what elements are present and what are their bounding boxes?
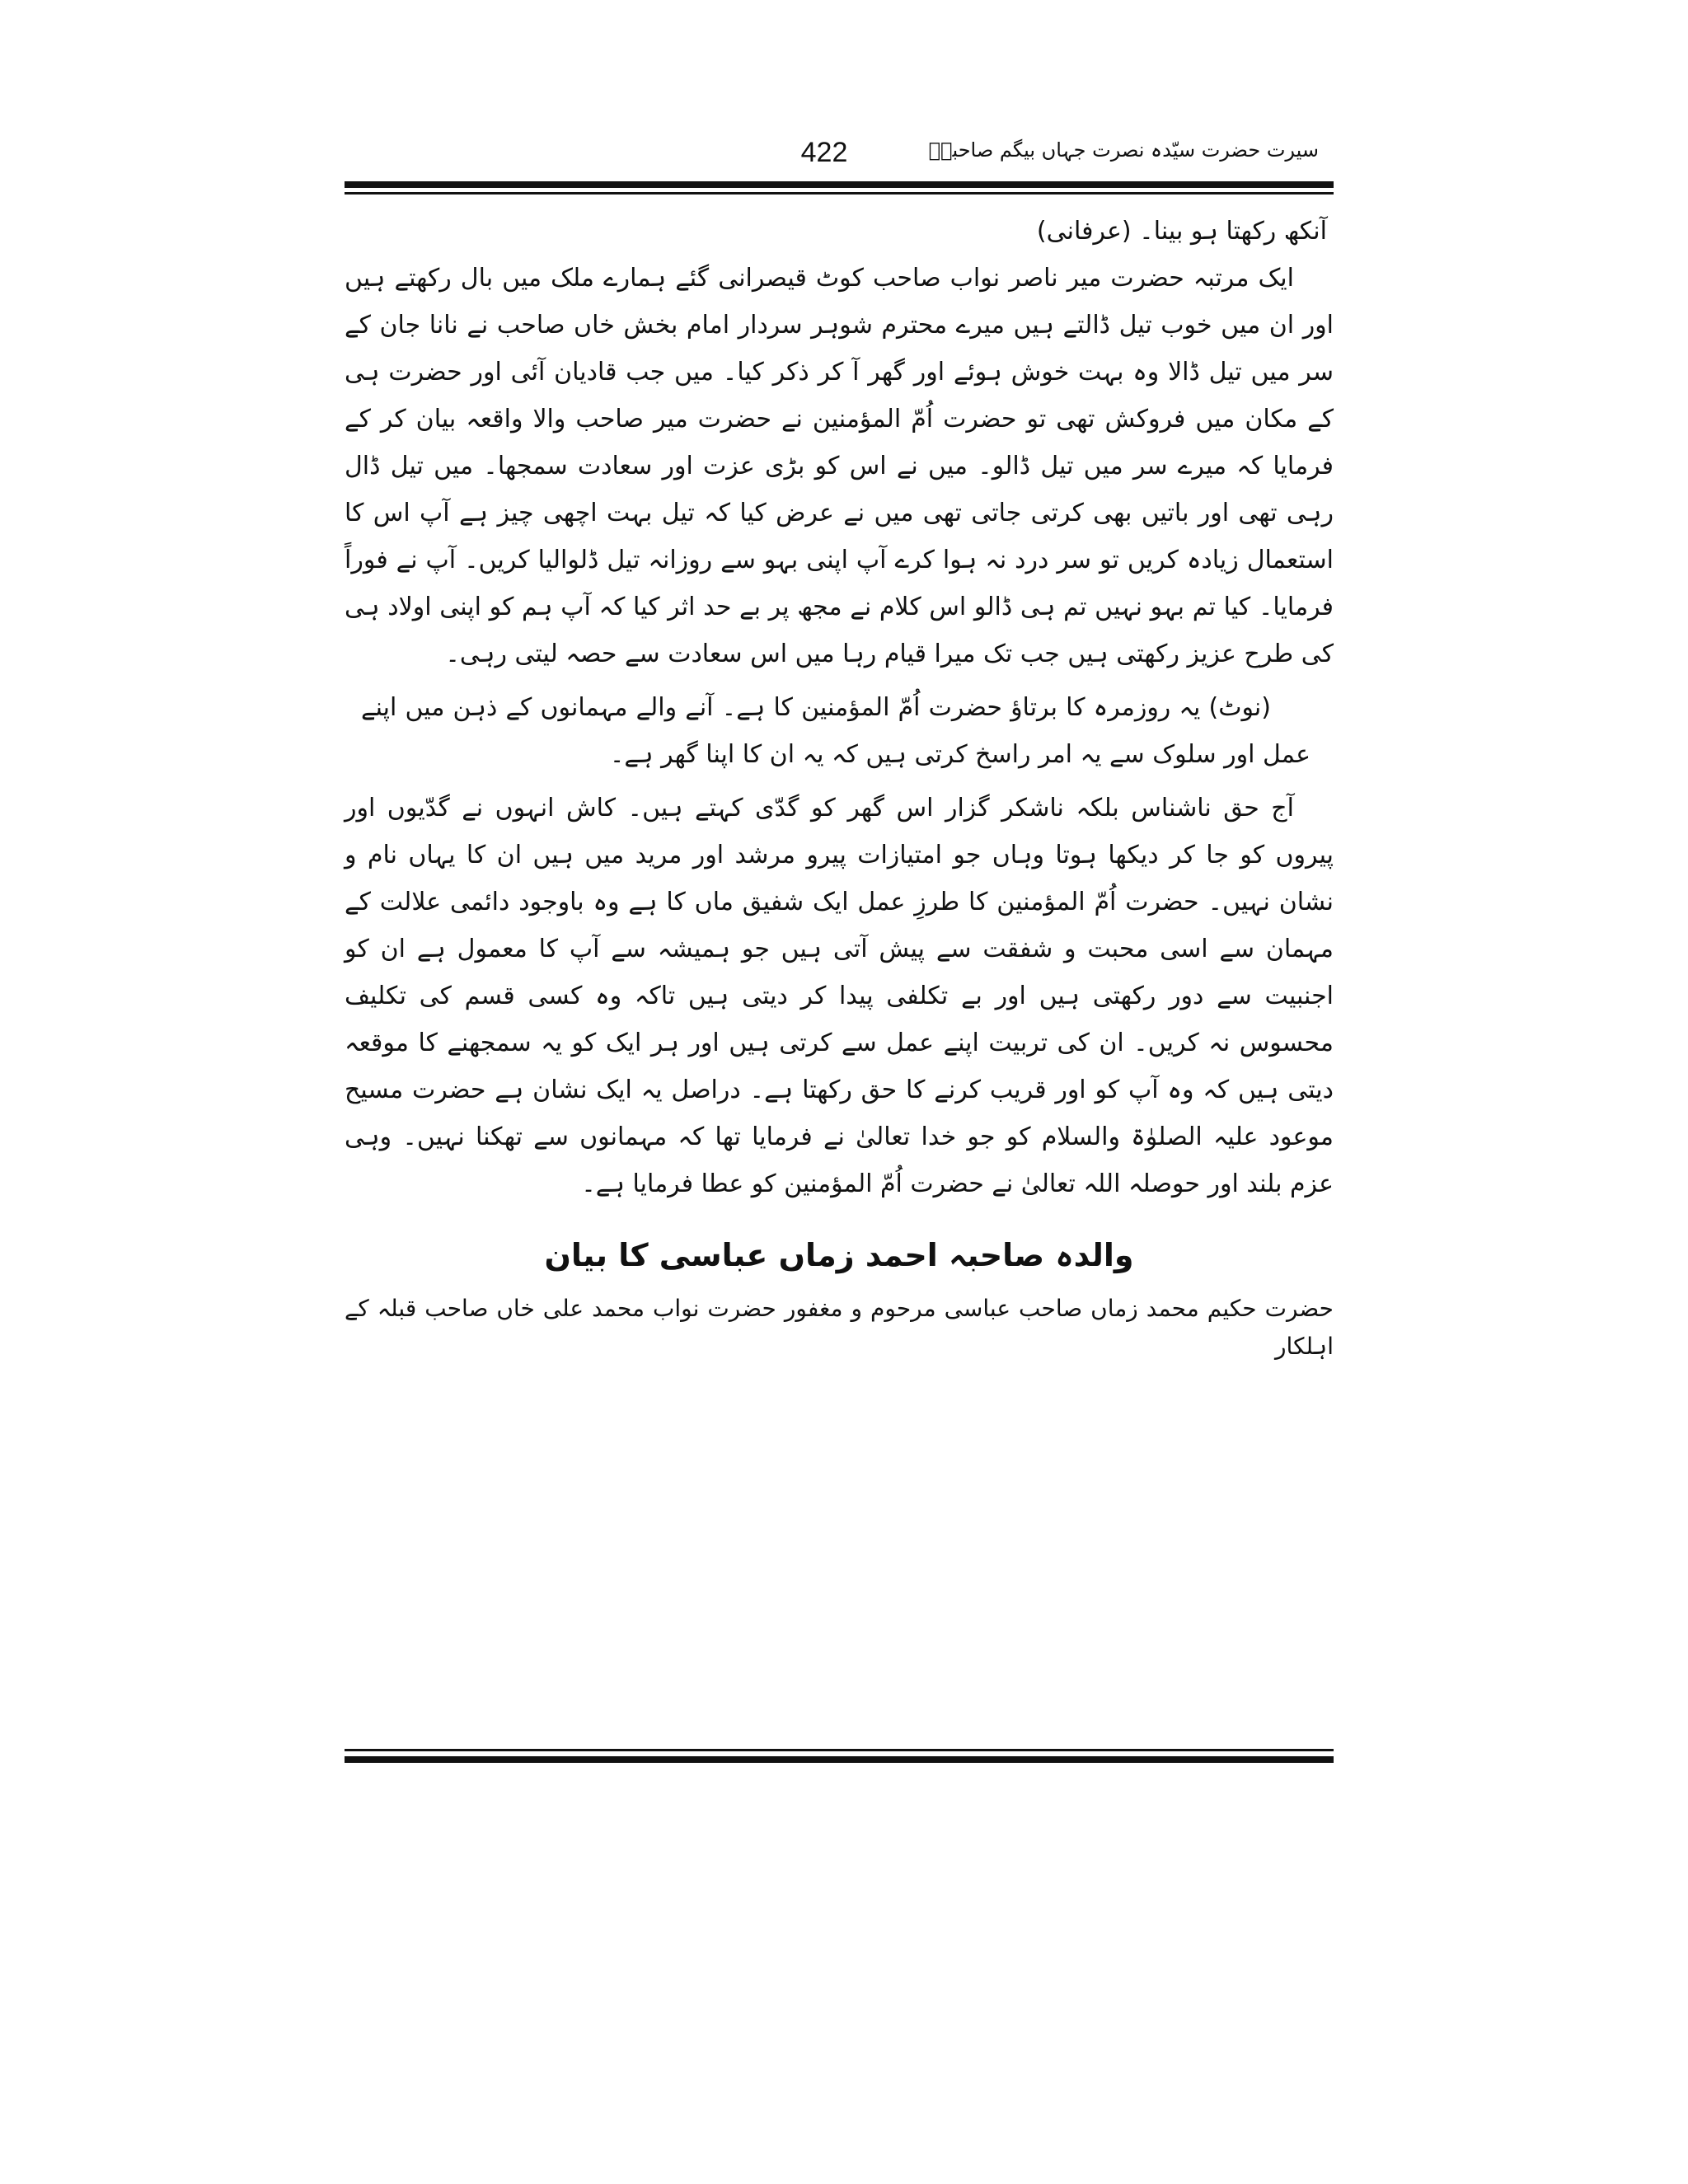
running-header-title: سیرت حضرت سیّدہ نصرت جہاں بیگم صاحبہؓ: [928, 138, 1319, 162]
paragraph-2: آج حق ناشناس بلکہ ناشکر گزار اس گھر کو گدّی کہتے ہیں۔ کاش انہوں نے گدّیوں اور پیروں کو جا کر دیکھا ہوتا وہاں جو امتیازات پیرو مرشد اور مرید میں ہیں ان کا یہاں نام و نشان نہیں۔ حضرت اُمّ المؤمنین کا طرزِ عمل ایک شفیق ماں کا ہے وہ باوجود دائمی علالت کے مہمان سے اسی محبت و شفقت سے پیش آتی ہیں جو ہمیشہ سے آپ کا معمول ہے ان کو اجنبیت سے دور رکھتی ہیں اور بے تکلفی پیدا کر دیتی ہیں تاکہ وہ کسی قسم کی تکلیف محسوس نہ کریں۔ ان کی تربیت اپنے عمل سے کرتی ہیں اور ہر ایک کو یہ سمجھنے کا موقعہ دیتی ہیں کہ وہ آپ کو اور قریب کرنے کا حق رکھتا ہے۔ دراصل یہ ایک نشان ہے حضرت مسیح موعود علیہ الصلوٰۃ والسلام کو جو خدا تعالیٰ نے فرمایا تھا کہ مہمانوں سے تھکنا نہیں۔ وہی عزم بلند اور حوصلہ اللہ تعالیٰ نے حضرت اُمّ المؤمنین کو عطا فرمایا ہے۔: [345, 794, 1334, 1198]
header-rule-thin: [345, 192, 1334, 194]
footer-rule-thick: [345, 1756, 1334, 1763]
section-heading: والدہ صاحبہ احمد زماں عباسی کا بیان: [544, 1237, 1134, 1273]
footer-rule-thin: [345, 1749, 1334, 1751]
paragraph-1: ایک مرتبہ حضرت میر ناصر نواب صاحب کوٹ قیصرانی گئے ہمارے ملک میں بال رکھتے ہیں اور ان میں خوب تیل ڈالتے ہیں میرے محترم شوہر سردار امام بخش خاں صاحب نے نانا جان کے سر میں تیل ڈالا وہ بہت خوش ہوئے اور گھر آ کر ذکر کیا۔ میں جب قادیان آئی اور حضرت ہی کے مکان میں فروکش تھی تو حضرت اُمّ المؤمنین نے حضرت میر صاحب والا واقعہ بیان کر کے فرمایا کہ میرے سر میں تیل ڈالو۔ میں نے اس کو بڑی عزت اور سعادت سمجھا۔ میں تیل ڈال رہی تھی اور باتیں بھی کرتی جاتی تھی میں نے عرض کیا کہ تیل بہت اچھی چیز ہے آپ اس کا استعمال زیادہ کریں تو سر درد نہ ہوا کرے آپ اپنی بہو سے روزانہ تیل ڈلوالیا کریں۔ آپ نے فوراً فرمایا۔ کیا تم بہو نہیں تم ہی ڈالو اس کلام نے مجھ پر بے حد اثر کیا کہ آپ ہم کو اپنی اولاد ہی کی طرح عزیز رکھتی ہیں جب تک میرا قیام رہا میں اس سعادت سے حصہ لیتی رہی۔: [345, 264, 1334, 668]
note-paragraph: (نوٹ) یہ روزمرہ کا برتاؤ حضرت اُمّ المؤمنین کا ہے۔ آنے والے مہمانوں کے ذہن میں اپنے عمل اور سلوک سے یہ امر راسخ کرتی ہیں کہ یہ ان کا اپنا گھر ہے۔: [361, 693, 1311, 769]
intro-line: آنکھ رکھتا ہو بینا۔ (عرفانی): [1036, 217, 1327, 246]
section-subheading: حضرت حکیم محمد زماں صاحب عباسی مرحوم و مغفور حضرت نواب محمد علی خاں صاحب قبلہ کے اہلکار: [345, 1295, 1334, 1360]
main-content: [345, 208, 1334, 1366]
header-rule-thick: [345, 181, 1334, 188]
page-number: 422: [800, 137, 848, 168]
